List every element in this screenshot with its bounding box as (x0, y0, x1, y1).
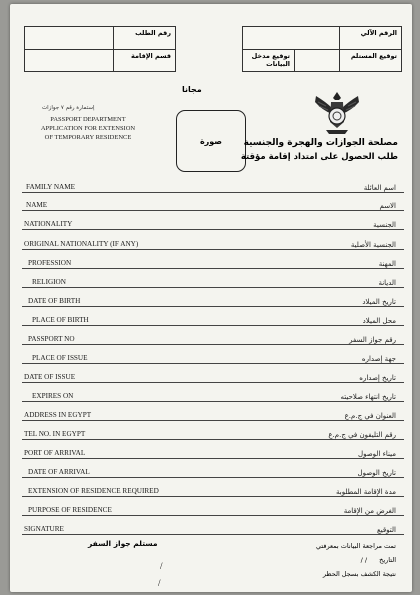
field-line[interactable] (22, 344, 404, 345)
field-label-ar: تاريخ إصداره (359, 374, 396, 382)
field-label-ar: التوقيع (377, 526, 396, 534)
field-label-ar: رقم التليفون في ج.م.ع (328, 431, 396, 439)
field-row-place-of-birth[interactable] (10, 308, 412, 328)
field-row-family-name[interactable] (10, 175, 412, 195)
field-label-en: PASSPORT NO (28, 335, 75, 343)
review-date-row[interactable] (361, 556, 396, 564)
english-title-line-2: APPLICATION FOR EXTENSION (40, 125, 136, 132)
field-label-en: PORT OF ARRIVAL (24, 449, 86, 457)
field-label-ar: الاسم (379, 202, 396, 210)
field-line[interactable] (22, 515, 404, 516)
field-line[interactable] (22, 401, 404, 402)
field-label-ar: المهنة (378, 260, 396, 268)
photo-box[interactable] (176, 110, 246, 172)
eagle-emblem-icon (312, 86, 362, 138)
field-line[interactable] (22, 382, 404, 383)
field-label-ar: الديانة (378, 279, 396, 287)
form-number-note: إستمارة رقم ٧ جوازات (42, 105, 95, 111)
receiver-signature-label: توقيع المستلم (339, 50, 401, 71)
data-entry-signature-label: توقيع مدخل البيانات (243, 50, 295, 71)
review-date-label: التاريخ (379, 556, 396, 564)
field-row-date-of-arrival[interactable] (10, 460, 412, 480)
review-note: تمت مراجعة البيانات بمعرفتي (315, 542, 396, 550)
request-number-field[interactable] (25, 27, 113, 49)
field-label-ar: اسم العائلة (363, 184, 396, 192)
field-label-en: EXTENSION OF RESIDENCE REQUIRED (28, 487, 159, 495)
field-label-ar: تاريخ انتهاء صلاحيته (340, 393, 396, 401)
field-row-profession[interactable] (10, 251, 412, 271)
field-label-ar: الجنسية الأصلية (350, 241, 396, 249)
field-line[interactable] (22, 363, 404, 364)
field-label-en: DATE OF ISSUE (24, 373, 76, 381)
field-label-en: TEL NO. IN EGYPT (24, 430, 86, 438)
field-line[interactable] (22, 534, 404, 535)
field-row-address-in-egypt[interactable] (10, 403, 412, 423)
field-line[interactable] (22, 287, 404, 288)
field-label-en: DATE OF BIRTH (28, 297, 81, 305)
receiver-signature-field[interactable] (295, 50, 339, 71)
signature-slash-1[interactable]: / (160, 561, 163, 571)
review-date-value[interactable]: / / (360, 556, 368, 564)
field-label-en: DATE OF ARRIVAL (28, 468, 90, 476)
field-label-en: PROFESSION (28, 259, 72, 267)
photo-label: صورة (199, 136, 223, 146)
field-line[interactable] (22, 268, 404, 269)
ban-register-result: نتيجة الكشف بسجل الحظر (322, 570, 396, 578)
field-label-en: PLACE OF ISSUE (32, 354, 88, 362)
field-row-religion[interactable] (10, 270, 412, 290)
field-label-ar: رقم جواز السفر (349, 336, 396, 344)
field-label-ar: العنوان في ج.م.ع (344, 412, 396, 420)
residence-section-field[interactable] (25, 50, 113, 71)
field-line[interactable] (22, 496, 404, 497)
field-label-en: NATIONALITY (24, 220, 73, 228)
field-line[interactable] (22, 477, 404, 478)
english-title-line-1: PASSPORT DEPARTMENT (50, 116, 126, 123)
auto-number-field[interactable] (243, 27, 339, 49)
field-row-name[interactable] (10, 193, 412, 213)
request-number-label: رقم الطلب (113, 27, 175, 49)
field-label-ar: الغرض من الإقامة (343, 507, 396, 515)
field-label-ar: الجنسية (373, 221, 396, 229)
field-line[interactable] (22, 439, 404, 440)
request-number-box (24, 26, 176, 72)
field-label-en: PLACE OF BIRTH (32, 316, 89, 324)
field-row-date-of-birth[interactable] (10, 289, 412, 309)
field-row-extension-required[interactable] (10, 479, 412, 499)
field-row-original-nationality[interactable] (10, 232, 412, 252)
arabic-department-title: مصلحة الجوازات والهجرة والجنسية (243, 138, 398, 148)
arabic-form-subtitle: طلب الحصول على امتداد إقامة مؤقتة (240, 152, 398, 162)
field-label-en: FAMILY NAME (26, 183, 75, 191)
field-row-date-of-issue[interactable] (10, 365, 412, 385)
field-line[interactable] (22, 325, 404, 326)
field-row-purpose-of-residence[interactable] (10, 498, 412, 518)
free-of-charge-label: مجانا (182, 85, 202, 94)
field-label-ar: تاريخ الميلاد (362, 298, 396, 306)
field-label-en: RELIGION (32, 278, 66, 286)
field-line[interactable] (22, 210, 404, 211)
field-label-ar: محل الميلاد (362, 317, 396, 325)
field-line[interactable] (22, 458, 404, 459)
field-row-tel-no-in-egypt[interactable] (10, 422, 412, 442)
field-label-en: EXPIRES ON (32, 392, 74, 400)
field-row-place-of-issue[interactable] (10, 346, 412, 366)
residence-section-label: قسم الإقامة (113, 50, 175, 71)
field-row-expires-on[interactable] (10, 384, 412, 404)
passport-received-label: مستلم جواز السفر (88, 539, 158, 548)
application-form-page (10, 4, 412, 592)
field-row-signature[interactable] (10, 517, 412, 537)
field-row-nationality[interactable] (10, 212, 412, 232)
english-title-line-3: OF TEMPORARY RESIDENCE (44, 134, 132, 141)
field-line[interactable] (22, 306, 404, 307)
signature-slash-2[interactable]: / (158, 578, 161, 588)
field-label-en: ORIGINAL NATIONALITY (IF ANY) (24, 240, 139, 248)
field-label-en: ADDRESS IN EGYPT (24, 411, 92, 419)
field-row-passport-no[interactable] (10, 327, 412, 347)
field-label-ar: تاريخ الوصول (357, 469, 396, 477)
field-label-ar: جهة إصداره (361, 355, 396, 363)
auto-number-label: الرقم الآلي (339, 27, 401, 49)
field-row-port-of-arrival[interactable] (10, 441, 412, 461)
field-line[interactable] (22, 249, 404, 250)
field-line[interactable] (22, 420, 404, 421)
field-label-ar: ميناء الوصول (358, 450, 396, 458)
field-label-ar: مدة الإقامة المطلوبة (336, 488, 396, 496)
field-line[interactable] (22, 229, 404, 230)
office-use-box (242, 26, 402, 72)
field-label-en: PURPOSE OF RESIDENCE (28, 506, 112, 514)
field-label-en: NAME (26, 201, 48, 209)
field-label-en: SIGNATURE (24, 525, 64, 533)
